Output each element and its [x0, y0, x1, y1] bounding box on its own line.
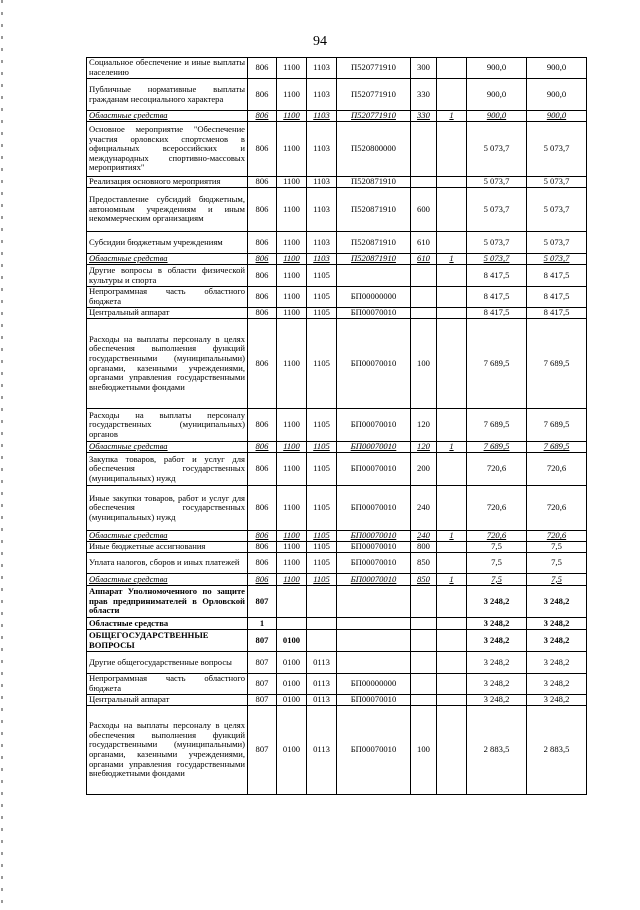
amount-2-cell: 7 689,5 [527, 409, 587, 442]
amount-1-cell: 2 883,5 [467, 706, 527, 795]
subsection-code-cell: 1105 [307, 287, 337, 308]
expense-type-code-cell [411, 674, 437, 695]
subsection-code-cell: 0113 [307, 652, 337, 674]
amount-1-cell: 8 417,5 [467, 265, 527, 287]
amount-1-cell: 7 689,5 [467, 409, 527, 442]
amount-1-cell: 3 248,2 [467, 674, 527, 695]
funding-source-code-cell [437, 486, 467, 531]
item-name-cell: Социальное обеспечение и иные выплаты населению [87, 58, 248, 79]
grbs-code-cell: 806 [248, 553, 277, 574]
grbs-code-cell: 806 [248, 486, 277, 531]
section-code-cell: 1100 [277, 574, 307, 586]
target-article-code-cell: П520771910 [337, 58, 411, 79]
grbs-code-cell: 806 [248, 58, 277, 79]
table-row [87, 254, 587, 265]
grbs-code-cell: 807 [248, 586, 277, 618]
funding-source-code-cell [437, 308, 467, 319]
grbs-code-cell: 806 [248, 177, 277, 188]
target-article-code-cell: БП00070010 [337, 574, 411, 586]
subsection-code-cell: 0113 [307, 674, 337, 695]
expense-type-code-cell: 850 [411, 574, 437, 586]
amount-2-cell: 3 248,2 [527, 586, 587, 618]
item-name-cell: Непрограммная часть областного бюджета [87, 674, 248, 695]
item-name-cell: Аппарат Уполномоченного по защите прав предпринимателей в Орловской области [87, 586, 248, 618]
item-name-cell: Расходы на выплаты персоналу в целях обеспечения выполнения функций государственными (муниципальными) органами, казенными учреждениями, органами управления государственными внебюджетными фондами [87, 706, 248, 795]
section-code-cell: 1100 [277, 111, 307, 122]
funding-source-code-cell [437, 409, 467, 442]
expense-type-code-cell [411, 618, 437, 630]
item-name-cell: Реализация основного мероприятия [87, 177, 248, 188]
grbs-code-cell: 807 [248, 674, 277, 695]
grbs-code-cell: 806 [248, 232, 277, 254]
amount-1-cell: 8 417,5 [467, 287, 527, 308]
grbs-code-cell: 806 [248, 531, 277, 542]
section-code-cell: 1100 [277, 265, 307, 287]
grbs-code-cell: 807 [248, 630, 277, 652]
expense-type-code-cell: 600 [411, 188, 437, 232]
target-article-code-cell: БП00000000 [337, 287, 411, 308]
section-code-cell: 1100 [277, 79, 307, 111]
target-article-code-cell [337, 618, 411, 630]
section-code-cell: 1100 [277, 58, 307, 79]
target-article-code-cell: БП00070010 [337, 695, 411, 706]
amount-2-cell: 3 248,2 [527, 652, 587, 674]
item-name-cell: Расходы на выплаты персоналу государственных (муниципальных) органов [87, 409, 248, 442]
target-article-code-cell: П520771910 [337, 79, 411, 111]
item-name-cell: Закупка товаров, работ и услуг для обеспечения государственных (муниципальных) нужд [87, 453, 248, 486]
target-article-code-cell: БП00070010 [337, 486, 411, 531]
grbs-code-cell: 806 [248, 111, 277, 122]
section-code-cell: 1100 [277, 254, 307, 265]
target-article-code-cell [337, 652, 411, 674]
subsection-code-cell: 1105 [307, 574, 337, 586]
amount-2-cell: 8 417,5 [527, 265, 587, 287]
item-name-cell: Основное мероприятие "Обеспечение участия орловских спортсменов в официальных всероссийских и международных спортивно-массовых мероприятиях" [87, 122, 248, 177]
table-row [87, 453, 587, 486]
table-row [87, 442, 587, 453]
funding-source-code-cell [437, 319, 467, 409]
section-code-cell: 1100 [277, 553, 307, 574]
item-name-cell: Центральный аппарат [87, 308, 248, 319]
subsection-code-cell: 1105 [307, 553, 337, 574]
amount-1-cell: 7 689,5 [467, 442, 527, 453]
grbs-code-cell: 806 [248, 122, 277, 177]
table-row [87, 265, 587, 287]
subsection-code-cell: 1103 [307, 232, 337, 254]
amount-1-cell: 7,5 [467, 574, 527, 586]
table-row [87, 409, 587, 442]
subsection-code-cell: 1103 [307, 122, 337, 177]
funding-source-code-cell [437, 58, 467, 79]
expense-type-code-cell [411, 265, 437, 287]
amount-2-cell: 720,6 [527, 531, 587, 542]
section-code-cell: 1100 [277, 486, 307, 531]
item-name-cell: Областные средства [87, 531, 248, 542]
table-row [87, 486, 587, 531]
amount-2-cell: 3 248,2 [527, 618, 587, 630]
table-row [87, 287, 587, 308]
table-row [87, 531, 587, 542]
amount-1-cell: 5 073,7 [467, 122, 527, 177]
expense-type-code-cell: 300 [411, 58, 437, 79]
expense-type-code-cell [411, 122, 437, 177]
amount-2-cell: 900,0 [527, 58, 587, 79]
expense-type-code-cell: 850 [411, 553, 437, 574]
table-row [87, 695, 587, 706]
item-name-cell: Областные средства [87, 618, 248, 630]
amount-1-cell: 7 689,5 [467, 319, 527, 409]
item-name-cell: Областные средства [87, 574, 248, 586]
expense-type-code-cell: 120 [411, 442, 437, 453]
amount-2-cell: 7 689,5 [527, 442, 587, 453]
section-code-cell: 0100 [277, 630, 307, 652]
target-article-code-cell: БП00070010 [337, 442, 411, 453]
item-name-cell: Областные средства [87, 442, 248, 453]
target-article-code-cell: БП00070010 [337, 319, 411, 409]
amount-1-cell: 900,0 [467, 111, 527, 122]
item-name-cell: Областные средства [87, 111, 248, 122]
funding-source-code-cell [437, 553, 467, 574]
section-code-cell [277, 618, 307, 630]
funding-source-code-cell [437, 232, 467, 254]
amount-1-cell: 5 073,7 [467, 232, 527, 254]
section-code-cell: 1100 [277, 319, 307, 409]
section-code-cell: 0100 [277, 652, 307, 674]
item-name-cell: Другие общегосударственные вопросы [87, 652, 248, 674]
target-article-code-cell: БП00070010 [337, 542, 411, 553]
amount-2-cell: 900,0 [527, 111, 587, 122]
amount-1-cell: 3 248,2 [467, 695, 527, 706]
amount-1-cell: 8 417,5 [467, 308, 527, 319]
grbs-code-cell: 806 [248, 308, 277, 319]
expense-type-code-cell [411, 177, 437, 188]
subsection-code-cell: 1105 [307, 531, 337, 542]
expense-type-code-cell: 330 [411, 79, 437, 111]
grbs-code-cell: 1 [248, 618, 277, 630]
target-article-code-cell: П520871910 [337, 254, 411, 265]
amount-2-cell: 5 073,7 [527, 232, 587, 254]
section-code-cell: 1100 [277, 232, 307, 254]
amount-1-cell: 3 248,2 [467, 618, 527, 630]
expense-type-code-cell [411, 287, 437, 308]
table-row [87, 122, 587, 177]
amount-2-cell: 720,6 [527, 486, 587, 531]
grbs-code-cell: 806 [248, 453, 277, 486]
funding-source-code-cell [437, 453, 467, 486]
expense-type-code-cell: 120 [411, 409, 437, 442]
table-row [87, 652, 587, 674]
funding-source-code-cell [437, 188, 467, 232]
section-code-cell [277, 586, 307, 618]
amount-1-cell: 720,6 [467, 453, 527, 486]
grbs-code-cell: 807 [248, 652, 277, 674]
funding-source-code-cell [437, 695, 467, 706]
amount-2-cell: 900,0 [527, 79, 587, 111]
expense-type-code-cell: 610 [411, 232, 437, 254]
amount-1-cell: 900,0 [467, 79, 527, 111]
funding-source-code-cell [437, 674, 467, 695]
funding-source-code-cell: 1 [437, 442, 467, 453]
item-name-cell: Публичные нормативные выплаты гражданам несоциального характера [87, 79, 248, 111]
item-name-cell: Областные средства [87, 254, 248, 265]
funding-source-code-cell [437, 618, 467, 630]
amount-2-cell: 720,6 [527, 453, 587, 486]
expense-type-code-cell: 330 [411, 111, 437, 122]
target-article-code-cell [337, 630, 411, 652]
scan-edge [0, 0, 6, 905]
target-article-code-cell: БП00070010 [337, 409, 411, 442]
expense-type-code-cell: 610 [411, 254, 437, 265]
subsection-code-cell: 1105 [307, 442, 337, 453]
item-name-cell: Иные бюджетные ассигнования [87, 542, 248, 553]
amount-2-cell: 5 073,7 [527, 188, 587, 232]
target-article-code-cell: П520771910 [337, 111, 411, 122]
target-article-code-cell: БП00070010 [337, 553, 411, 574]
expense-type-code-cell [411, 630, 437, 652]
amount-1-cell: 720,6 [467, 531, 527, 542]
amount-2-cell: 7,5 [527, 574, 587, 586]
subsection-code-cell [307, 586, 337, 618]
expense-type-code-cell: 100 [411, 706, 437, 795]
funding-source-code-cell [437, 586, 467, 618]
amount-2-cell: 5 073,7 [527, 254, 587, 265]
funding-source-code-cell [437, 652, 467, 674]
subsection-code-cell: 1103 [307, 254, 337, 265]
amount-2-cell: 3 248,2 [527, 695, 587, 706]
table-row [87, 58, 587, 79]
section-code-cell: 0100 [277, 706, 307, 795]
subsection-code-cell: 1103 [307, 111, 337, 122]
target-article-code-cell [337, 265, 411, 287]
budget-table [86, 57, 587, 795]
section-code-cell: 0100 [277, 695, 307, 706]
target-article-code-cell: БП00070010 [337, 531, 411, 542]
grbs-code-cell: 807 [248, 695, 277, 706]
subsection-code-cell: 1105 [307, 453, 337, 486]
expense-type-code-cell [411, 652, 437, 674]
funding-source-code-cell [437, 122, 467, 177]
section-code-cell: 1100 [277, 177, 307, 188]
expense-type-code-cell [411, 695, 437, 706]
table-row [87, 706, 587, 795]
amount-2-cell: 7,5 [527, 542, 587, 553]
funding-source-code-cell: 1 [437, 111, 467, 122]
section-code-cell: 1100 [277, 308, 307, 319]
subsection-code-cell: 1105 [307, 542, 337, 553]
expense-type-code-cell [411, 586, 437, 618]
item-name-cell: Субсидии бюджетным учреждениям [87, 232, 248, 254]
expense-type-code-cell: 240 [411, 486, 437, 531]
table-row [87, 177, 587, 188]
grbs-code-cell: 806 [248, 409, 277, 442]
target-article-code-cell: БП00000000 [337, 674, 411, 695]
amount-1-cell: 5 073,7 [467, 188, 527, 232]
table-row [87, 542, 587, 553]
subsection-code-cell [307, 630, 337, 652]
amount-1-cell: 5 073,7 [467, 177, 527, 188]
table-row [87, 232, 587, 254]
amount-1-cell: 720,6 [467, 486, 527, 531]
funding-source-code-cell [437, 542, 467, 553]
item-name-cell: Расходы на выплаты персоналу в целях обеспечения выполнения функций государственными (муниципальными) органами, казенными учреждениями, органами управления государственными внебюджетными фондами [87, 319, 248, 409]
amount-2-cell: 8 417,5 [527, 308, 587, 319]
funding-source-code-cell: 1 [437, 574, 467, 586]
target-article-code-cell: БП00070010 [337, 308, 411, 319]
table-row [87, 79, 587, 111]
section-code-cell: 1100 [277, 453, 307, 486]
funding-source-code-cell: 1 [437, 254, 467, 265]
table-row [87, 553, 587, 574]
subsection-code-cell: 1105 [307, 265, 337, 287]
amount-1-cell: 900,0 [467, 58, 527, 79]
section-code-cell: 1100 [277, 442, 307, 453]
grbs-code-cell: 807 [248, 706, 277, 795]
section-code-cell: 1100 [277, 188, 307, 232]
grbs-code-cell: 806 [248, 265, 277, 287]
subsection-code-cell: 1103 [307, 79, 337, 111]
amount-2-cell: 2 883,5 [527, 706, 587, 795]
expense-type-code-cell: 240 [411, 531, 437, 542]
section-code-cell: 1100 [277, 122, 307, 177]
page-number: 94 [313, 34, 327, 49]
target-article-code-cell: П520871910 [337, 177, 411, 188]
table-row [87, 630, 587, 652]
subsection-code-cell: 1105 [307, 308, 337, 319]
table-row [87, 586, 587, 618]
table-row [87, 111, 587, 122]
subsection-code-cell: 1105 [307, 319, 337, 409]
amount-1-cell: 7,5 [467, 542, 527, 553]
target-article-code-cell [337, 586, 411, 618]
grbs-code-cell: 806 [248, 542, 277, 553]
table-row [87, 618, 587, 630]
section-code-cell: 1100 [277, 531, 307, 542]
grbs-code-cell: 806 [248, 442, 277, 453]
grbs-code-cell: 806 [248, 287, 277, 308]
target-article-code-cell: П520800000 [337, 122, 411, 177]
section-code-cell: 1100 [277, 542, 307, 553]
table-row [87, 319, 587, 409]
section-code-cell: 1100 [277, 287, 307, 308]
amount-2-cell: 7 689,5 [527, 319, 587, 409]
item-name-cell: Другие вопросы в области физической культуры и спорта [87, 265, 248, 287]
expense-type-code-cell [411, 308, 437, 319]
amount-2-cell: 7,5 [527, 553, 587, 574]
expense-type-code-cell: 800 [411, 542, 437, 553]
target-article-code-cell: БП00070010 [337, 706, 411, 795]
subsection-code-cell: 0113 [307, 706, 337, 795]
subsection-code-cell: 1105 [307, 409, 337, 442]
amount-1-cell: 3 248,2 [467, 586, 527, 618]
subsection-code-cell [307, 618, 337, 630]
amount-2-cell: 5 073,7 [527, 177, 587, 188]
amount-1-cell: 3 248,2 [467, 630, 527, 652]
amount-1-cell: 3 248,2 [467, 652, 527, 674]
funding-source-code-cell [437, 287, 467, 308]
section-code-cell: 1100 [277, 409, 307, 442]
expense-type-code-cell: 100 [411, 319, 437, 409]
funding-source-code-cell [437, 630, 467, 652]
table-row [87, 574, 587, 586]
section-code-cell: 0100 [277, 674, 307, 695]
funding-source-code-cell: 1 [437, 531, 467, 542]
amount-1-cell: 7,5 [467, 553, 527, 574]
funding-source-code-cell [437, 265, 467, 287]
subsection-code-cell: 1103 [307, 177, 337, 188]
subsection-code-cell: 1105 [307, 486, 337, 531]
grbs-code-cell: 806 [248, 574, 277, 586]
budget-table-body [87, 58, 587, 795]
table-row [87, 188, 587, 232]
item-name-cell: ОБЩЕГОСУДАРСТВЕННЫЕ ВОПРОСЫ [87, 630, 248, 652]
expense-type-code-cell: 200 [411, 453, 437, 486]
subsection-code-cell: 0113 [307, 695, 337, 706]
item-name-cell: Непрограммная часть областного бюджета [87, 287, 248, 308]
item-name-cell: Центральный аппарат [87, 695, 248, 706]
subsection-code-cell: 1103 [307, 58, 337, 79]
amount-2-cell: 8 417,5 [527, 287, 587, 308]
funding-source-code-cell [437, 79, 467, 111]
amount-2-cell: 5 073,7 [527, 122, 587, 177]
grbs-code-cell: 806 [248, 79, 277, 111]
target-article-code-cell: БП00070010 [337, 453, 411, 486]
target-article-code-cell: П520871910 [337, 232, 411, 254]
funding-source-code-cell [437, 706, 467, 795]
amount-2-cell: 3 248,2 [527, 674, 587, 695]
funding-source-code-cell [437, 177, 467, 188]
table-row [87, 674, 587, 695]
table-row [87, 308, 587, 319]
grbs-code-cell: 806 [248, 188, 277, 232]
item-name-cell: Предоставление субсидий бюджетным, автономным учреждениям и иным некоммерческим организациям [87, 188, 248, 232]
amount-2-cell: 3 248,2 [527, 630, 587, 652]
target-article-code-cell: П520871910 [337, 188, 411, 232]
grbs-code-cell: 806 [248, 319, 277, 409]
item-name-cell: Иные закупки товаров, работ и услуг для обеспечения государственных (муниципальных) нужд [87, 486, 248, 531]
grbs-code-cell: 806 [248, 254, 277, 265]
amount-1-cell: 5 073,7 [467, 254, 527, 265]
subsection-code-cell: 1103 [307, 188, 337, 232]
item-name-cell: Уплата налогов, сборов и иных платежей [87, 553, 248, 574]
